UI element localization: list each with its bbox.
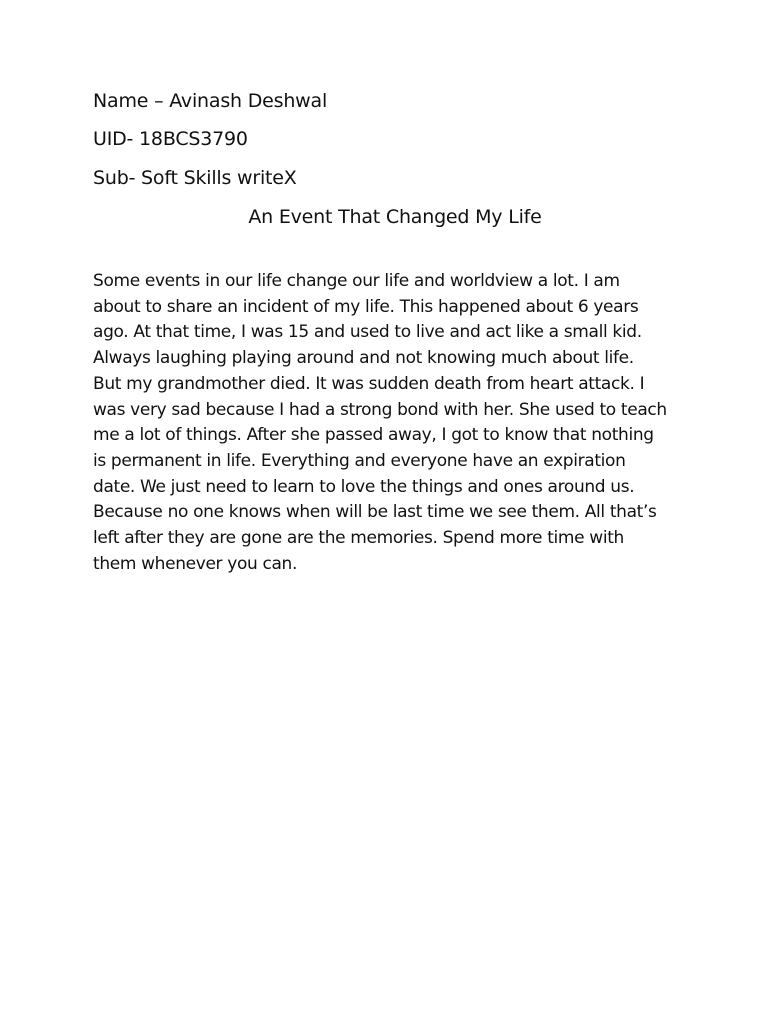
body-line: But my grandmother died. It was sudden death from heart attack. I <box>93 373 645 394</box>
body-line: left after they are gone are the memories. Spend more time with <box>93 528 624 549</box>
body-line: them whenever you can. <box>93 553 298 574</box>
essay-body <box>93 269 693 577</box>
body-line: Because no one knows when will be last time we see them. All that’s <box>93 502 657 523</box>
body-line: date. We just need to learn to love the things and ones around us. <box>93 476 635 497</box>
body-line: Always laughing playing around and not knowing much about life. <box>93 348 634 369</box>
body-line: about to share an incident of my life. This happened about 6 years <box>93 296 639 317</box>
body-line: ago. At that time, I was 15 and used to live and act like a small kid. <box>93 322 642 343</box>
document-title: An Event That Changed My Life <box>248 206 542 228</box>
subject-line: Sub- Soft Skills writeX <box>93 167 297 189</box>
author-name-line: Name – Avinash Deshwal <box>93 90 328 112</box>
body-line: is permanent in life. Everything and everyone have an expiration <box>93 450 626 471</box>
body-line: Some events in our life change our life and worldview a lot. I am <box>93 271 620 291</box>
uid-line: UID- 18BCS3790 <box>93 128 248 150</box>
body-line: was very sad because I had a strong bond with her. She used to teach <box>93 399 667 420</box>
body-line: me a lot of things. After she passed away, I got to know that nothing <box>93 425 654 446</box>
